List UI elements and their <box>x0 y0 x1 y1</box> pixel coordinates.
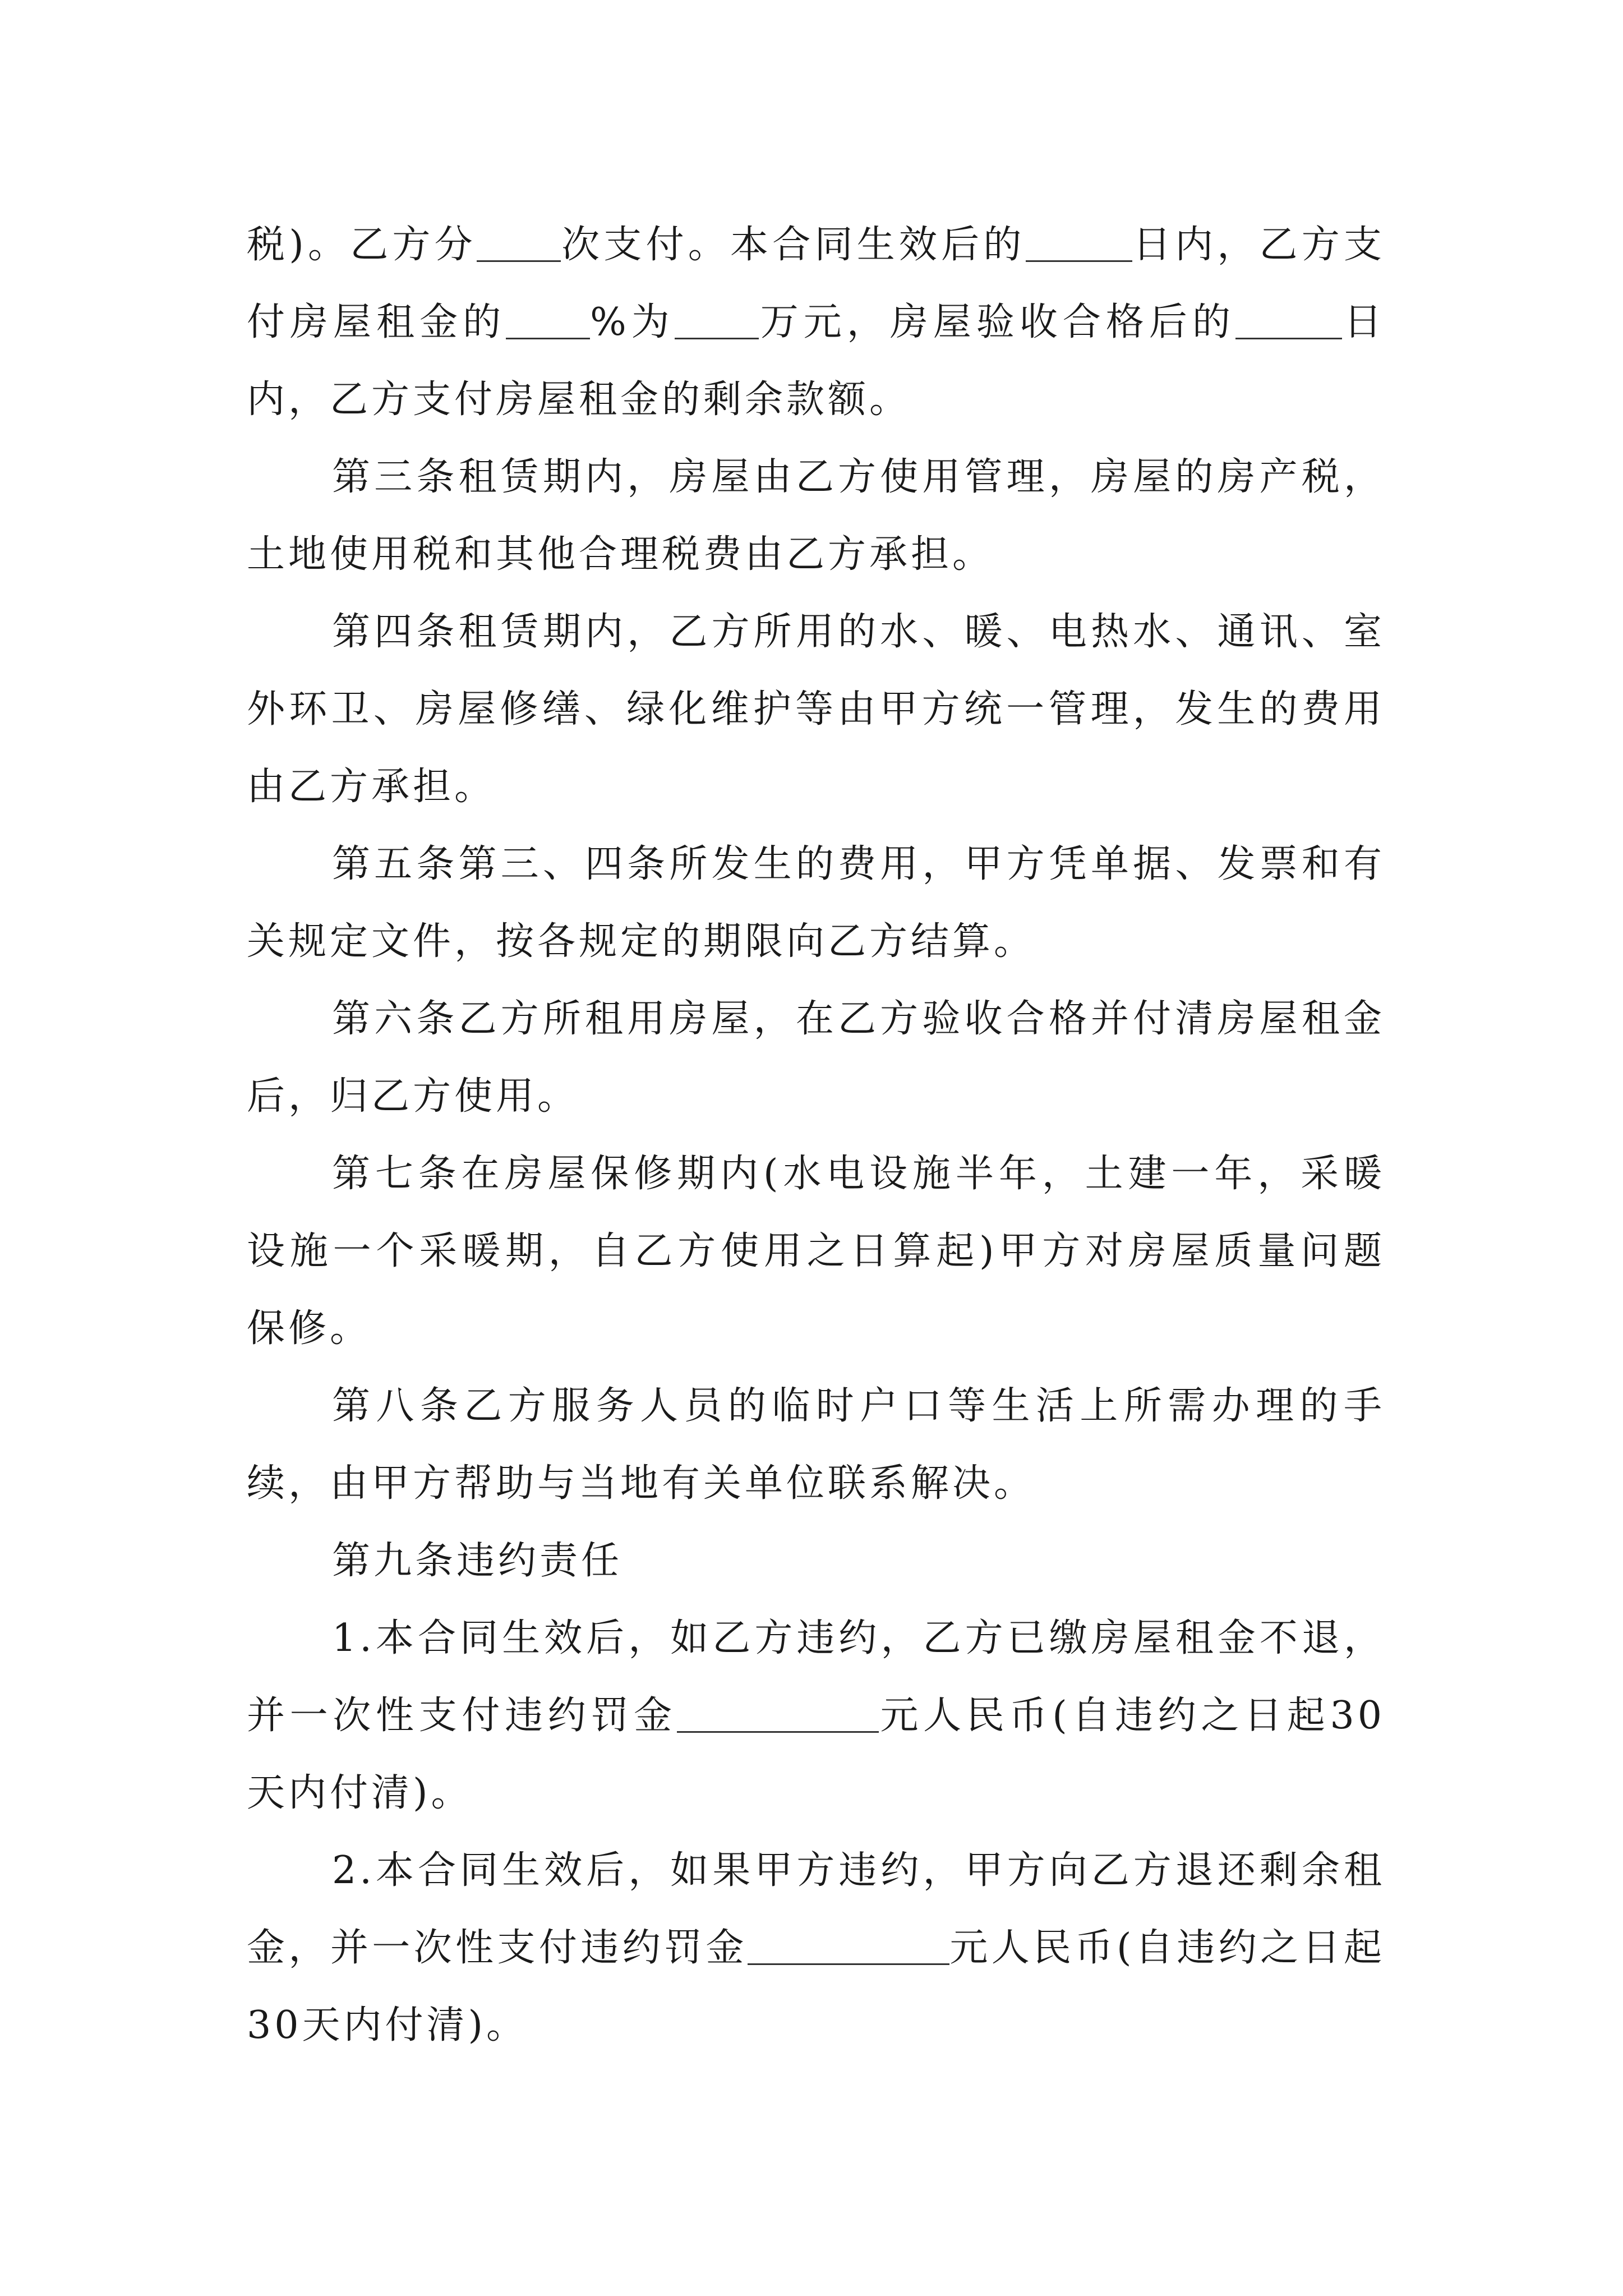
paragraph-article-9-heading: 第九条违约责任 <box>332 1539 623 1583</box>
payment-text-1: 税)。乙方分 <box>247 223 477 267</box>
payment-text-4: %为 <box>590 300 675 344</box>
blank-percent <box>506 300 590 339</box>
paragraph-breach-landlord <box>247 1832 1385 2064</box>
payment-text-3: 日内，乙方支付房屋租金的 <box>247 223 1385 344</box>
paragraph-article-3: 第三条租赁期内，房屋由乙方使用管理，房屋的房产税，土地使用税和其他合理税费由乙方承担。 <box>247 455 1385 577</box>
breach-landlord-text-2: 元人民币(自违约之日起30天内付清)。 <box>247 1926 1385 2047</box>
paragraph-article-7: 第七条在房屋保修期内(水电设施半年，土建一年，采暖设施一个采暖期，自乙方使用之日算起)甲方对房屋质量问题保修。 <box>247 1152 1385 1351</box>
blank-days-after-acceptance <box>1235 300 1342 339</box>
payment-text-2: 次支付。本合同生效后的 <box>560 223 1026 267</box>
paragraph-breach-tenant <box>247 1600 1385 1832</box>
breach-tenant-text-2: 元人民币(自违约之日起30天内付清)。 <box>247 1694 1385 1815</box>
paragraph-article-5: 第五条第三、四条所发生的费用，甲方凭单据、发票和有关规定文件，按各规定的期限向乙方结算。 <box>247 842 1385 964</box>
paragraph-article-8: 第八条乙方服务人员的临时户口等生活上所需办理的手续，由甲方帮助与当地有关单位联系解决。 <box>247 1384 1385 1506</box>
blank-days-after-effective <box>1026 222 1132 262</box>
document-body <box>247 206 1385 2064</box>
blank-installments <box>477 222 561 262</box>
payment-text-6: 日内，乙方支付房屋租金的剩余款额。 <box>247 300 1385 422</box>
paragraph-article-6: 第六条乙方所租用房屋，在乙方验收合格并付清房屋租金后，归乙方使用。 <box>247 997 1385 1119</box>
blank-amount <box>675 300 759 339</box>
paragraph-article-4: 第四条租赁期内，乙方所用的水、暖、电热水、通讯、室外环卫、房屋修缮、绿化维护等由甲方统一管理，发生的费用由乙方承担。 <box>247 610 1385 809</box>
breach-tenant-text-1: 1.本合同生效后，如乙方违约，乙方已缴房屋租金不退，并一次性支付违约罚金 <box>247 1616 1385 1738</box>
breach-landlord-text-1: 2.本合同生效后，如果甲方违约，甲方向乙方退还剩余租金，并一次性支付违约罚金 <box>247 1848 1385 1970</box>
payment-text-5: 万元，房屋验收合格后的 <box>758 300 1235 344</box>
paragraph-payment-terms <box>247 206 1385 439</box>
blank-tenant-penalty <box>677 1693 879 1733</box>
blank-landlord-penalty <box>748 1925 949 1965</box>
